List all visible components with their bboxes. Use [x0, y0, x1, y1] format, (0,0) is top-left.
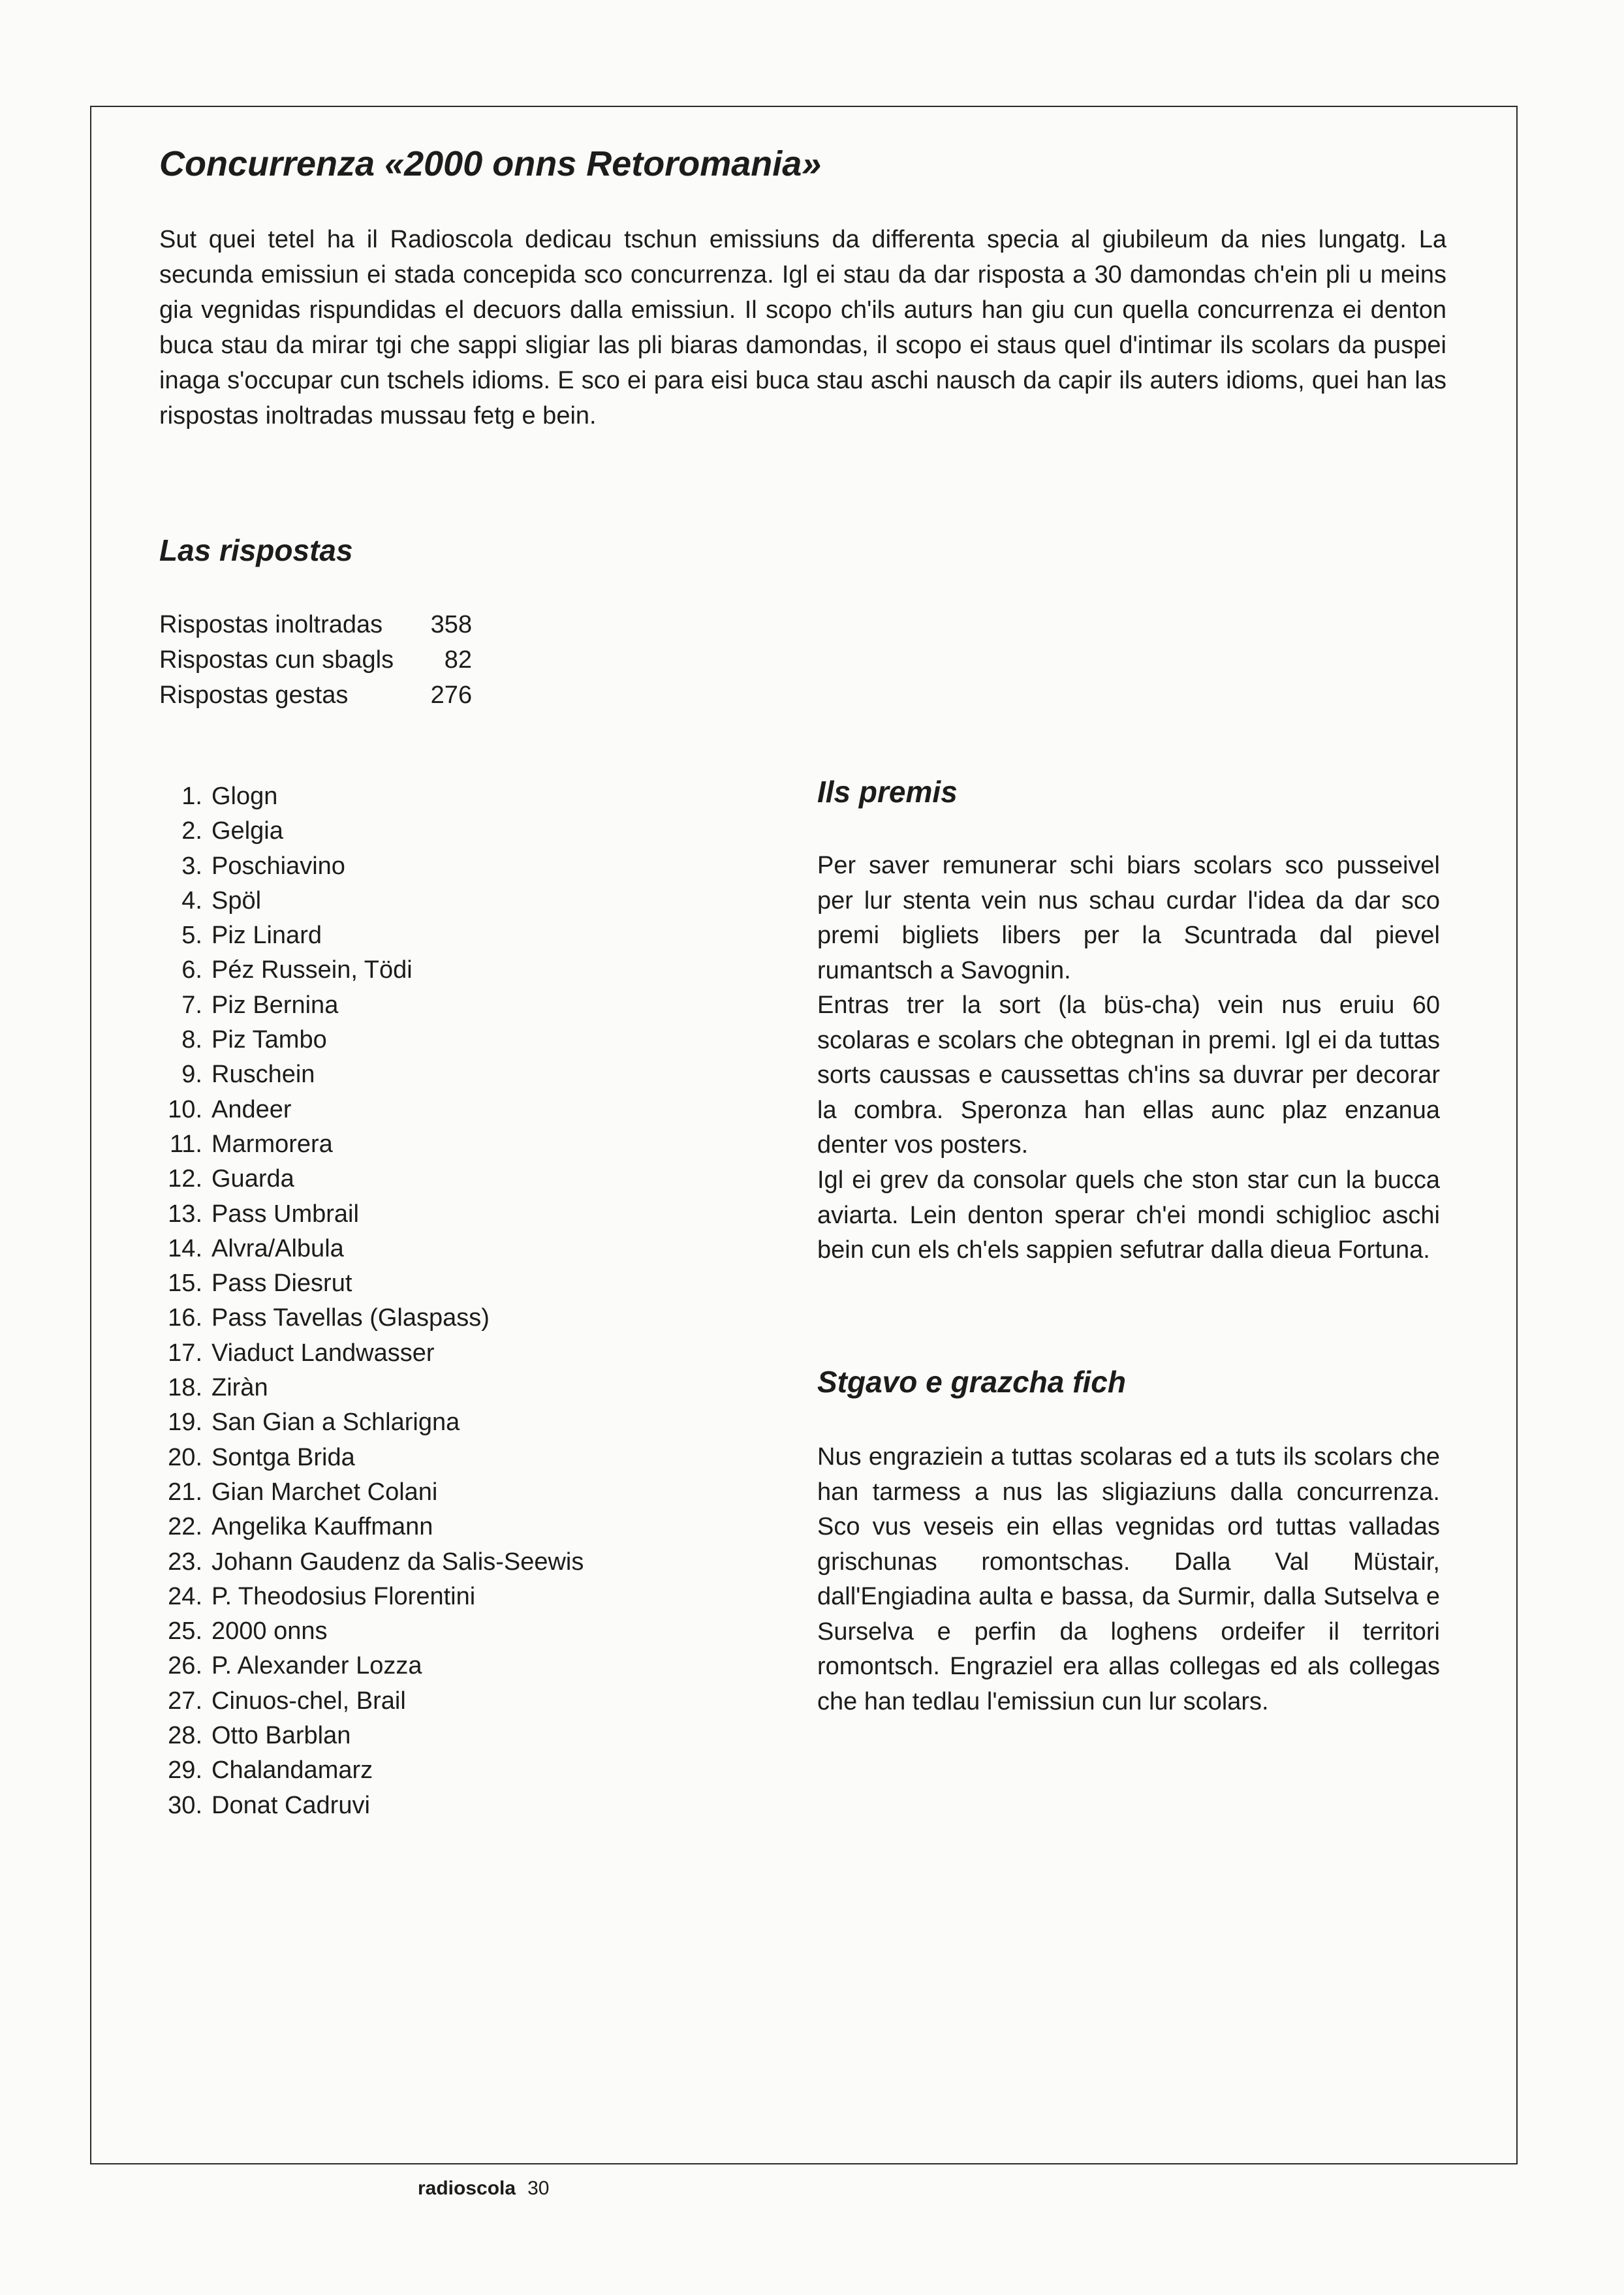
answer-text: P. Theodosius Florentini — [211, 1582, 476, 1610]
answer-text: Andeer — [211, 1095, 292, 1123]
answer-item — [159, 988, 584, 1023]
answer-number: 10. — [168, 1095, 202, 1123]
stats-row — [159, 678, 472, 713]
answer-item — [159, 1441, 584, 1475]
stats-label: Rispostas cun sbagls — [159, 646, 394, 674]
premis-paragraph-2: Entras trer la sort (la büs-cha) vein nus eruiu 60 scolaras e scolars che obtegnan in premi. Igl ei da tuttas sorts caussas e caussettas ch'ins sa duvrar per decorar la combra. Speronza han ellas aunc plaz enzanua denter vos posters. — [817, 991, 1440, 1159]
answer-text: P. Alexander Lozza — [211, 1652, 422, 1680]
answer-text: Pass Umbrail — [211, 1200, 359, 1228]
answer-text: Alvra/Albula — [211, 1234, 344, 1262]
answer-text: Cinuos-chel, Brail — [211, 1687, 406, 1715]
answer-item — [159, 849, 584, 884]
answer-number: 9. — [181, 1061, 202, 1089]
answer-number: 18. — [168, 1374, 202, 1402]
answer-text: Sontga Brida — [211, 1443, 355, 1471]
answer-item — [159, 1023, 584, 1057]
answer-item — [159, 1232, 584, 1266]
answer-number: 2. — [181, 817, 202, 845]
answer-number: 21. — [168, 1478, 202, 1506]
answer-item — [159, 884, 584, 918]
answer-item — [159, 1788, 584, 1823]
answer-text: San Gian a Schlarigna — [211, 1409, 460, 1437]
answer-number: 14. — [168, 1234, 202, 1262]
answer-item — [159, 1301, 584, 1335]
answer-text: Péz Russein, Tödi — [211, 956, 413, 984]
answer-text: Gelgia — [211, 817, 283, 845]
answer-item — [159, 1753, 584, 1788]
answer-item — [159, 1405, 584, 1440]
answer-item — [159, 1162, 584, 1196]
stats-row — [159, 642, 472, 678]
answer-text: Viaduct Landwasser — [211, 1339, 435, 1367]
stats-value: 82 — [444, 646, 473, 674]
answer-text: Piz Linard — [211, 922, 322, 950]
answer-number: 23. — [168, 1548, 202, 1576]
answer-item — [159, 953, 584, 988]
answer-text: Guarda — [211, 1165, 294, 1193]
answer-number: 11. — [169, 1130, 202, 1158]
answer-number: 20. — [168, 1443, 202, 1471]
stats-label: Rispostas gestas — [159, 681, 349, 709]
answer-number: 3. — [181, 852, 202, 880]
answer-number: 15. — [168, 1270, 202, 1298]
answer-number: 27. — [168, 1687, 202, 1715]
answer-item — [159, 1545, 584, 1580]
page-title: Concurrenza «2000 onns Retoromania» — [159, 144, 822, 183]
premis-heading: Ils premis — [817, 775, 958, 809]
thanks-heading: Stgavo e grazcha fich — [817, 1365, 1126, 1399]
answer-item — [159, 1266, 584, 1301]
answer-number: 30. — [168, 1791, 202, 1819]
answer-number: 16. — [168, 1304, 202, 1332]
intro-paragraph: Sut quei tetel ha il Radioscola dedicau tschun emissiuns da differenta specia al giubileum da nies lungatg. La secunda emissiun ei stada concepida sco concurrenza. Igl ei stau da dar risposta a 30 damondas ch'ein pli u meins gia vegnidas rispundidas el decuors dalla emissiun. Il scopo ch'ils auturs han giu cun quella concurrenza ei denton buca stau da mirar tgi che sappi sligiar las pli biaras damondas, il scopo ei staus quel d'intimar ils scolars da puspei inaga s'occupar cun tschels idioms. E sco ei para eisi buca stau aschi nausch da capir ils auters idioms, quei han las rispostas inoltradas mussau fetg e bein. — [159, 226, 1446, 429]
answer-number: 22. — [168, 1513, 202, 1541]
answer-number: 17. — [168, 1339, 202, 1367]
answer-text: Glogn — [211, 783, 278, 810]
answers-list — [159, 779, 584, 1823]
answer-text: Ruschein — [211, 1061, 315, 1089]
answer-item — [159, 1197, 584, 1232]
answer-item — [159, 1719, 584, 1753]
answer-item — [159, 1614, 584, 1649]
answer-number: 4. — [181, 886, 202, 914]
answer-item — [159, 1371, 584, 1405]
answer-text: Piz Bernina — [211, 991, 339, 1019]
answer-text: Chalandamarz — [211, 1756, 373, 1785]
answer-number: 1. — [181, 783, 202, 810]
thanks-paragraph: Nus engraziein a tuttas scolaras ed a tuts ils scolars che han tarmess a nus las sligiaziuns dalla concurrenza. Sco vus veseis ein ellas vegnidas ord tuttas valladas grischunas romontschas. Dalla Val Müstair, dall'Engiadina aulta e bassa, da Surmir, dalla Sutselva e Surselva e perfin da loghens ordeifer il territori romontsch. Engraziel era allas collegas ed als collegas che han tedlau l'emissiun cun lur scolars. — [817, 1443, 1440, 1715]
answer-item — [159, 1336, 584, 1371]
answer-number: 28. — [168, 1722, 202, 1750]
answer-number: 24. — [168, 1582, 202, 1610]
answer-item — [159, 1093, 584, 1127]
answer-number: 26. — [168, 1652, 202, 1680]
answer-text: 2000 onns — [211, 1617, 328, 1646]
answer-item — [159, 1475, 584, 1510]
answer-text: Piz Tambo — [211, 1026, 327, 1054]
answer-text: Ziràn — [211, 1374, 268, 1402]
answer-text: Pass Diesrut — [211, 1270, 352, 1298]
answer-text: Pass Tavellas (Glaspass) — [211, 1304, 490, 1332]
answer-number: 13. — [168, 1200, 202, 1228]
answer-text: Angelika Kauffmann — [211, 1513, 433, 1541]
answer-text: Spöl — [211, 886, 262, 914]
answer-number: 5. — [181, 922, 202, 950]
answer-item — [159, 1510, 584, 1544]
stats-row — [159, 607, 472, 642]
answer-number: 19. — [168, 1409, 202, 1437]
answer-item — [159, 1684, 584, 1719]
premis-paragraph-3: Igl ei grev da consolar quels che ston star cun la bucca aviarta. Lein denton sperar ch'ei mondi schiglioc aschi bein cun els ch'els sappien sefutrar dalla dieua Fortuna. — [817, 1166, 1440, 1264]
answer-number: 7. — [181, 991, 202, 1019]
answer-item — [159, 814, 584, 849]
answer-number: 29. — [168, 1756, 202, 1785]
answer-item — [159, 1649, 584, 1683]
answer-text: Marmorera — [211, 1130, 333, 1158]
stats-table — [159, 607, 472, 713]
answer-item — [159, 918, 584, 953]
answer-text: Poschiavino — [211, 852, 345, 880]
stats-value: 358 — [430, 611, 473, 638]
stats-label: Rispostas inoltradas — [159, 611, 383, 638]
answer-number: 12. — [168, 1165, 202, 1193]
stats-heading: Las rispostas — [159, 533, 353, 567]
answer-item — [159, 1580, 584, 1614]
answer-number: 25. — [168, 1617, 202, 1646]
page-footer — [418, 2178, 549, 2200]
answer-text: Gian Marchet Colani — [211, 1478, 438, 1506]
answer-number: 8. — [181, 1026, 202, 1054]
answer-text: Johann Gaudenz da Salis-Seewis — [211, 1548, 584, 1576]
answer-item — [159, 1057, 584, 1092]
page-number: 30 — [527, 2178, 550, 2199]
answer-text: Donat Cadruvi — [211, 1791, 370, 1819]
answer-number: 6. — [181, 956, 202, 984]
premis-paragraph-1: Per saver remunerar schi biars scolars sco pusseivel per lur stenta vein nus schau curdar l'idea da dar sco premi bigliets libers per la Scuntrada dal pievel rumantsch a Savognin. — [817, 852, 1440, 984]
answer-item — [159, 779, 584, 814]
answer-text: Otto Barblan — [211, 1722, 351, 1750]
footer-brand: radioscola — [418, 2178, 516, 2199]
answer-item — [159, 1127, 584, 1162]
stats-value: 276 — [430, 681, 473, 709]
